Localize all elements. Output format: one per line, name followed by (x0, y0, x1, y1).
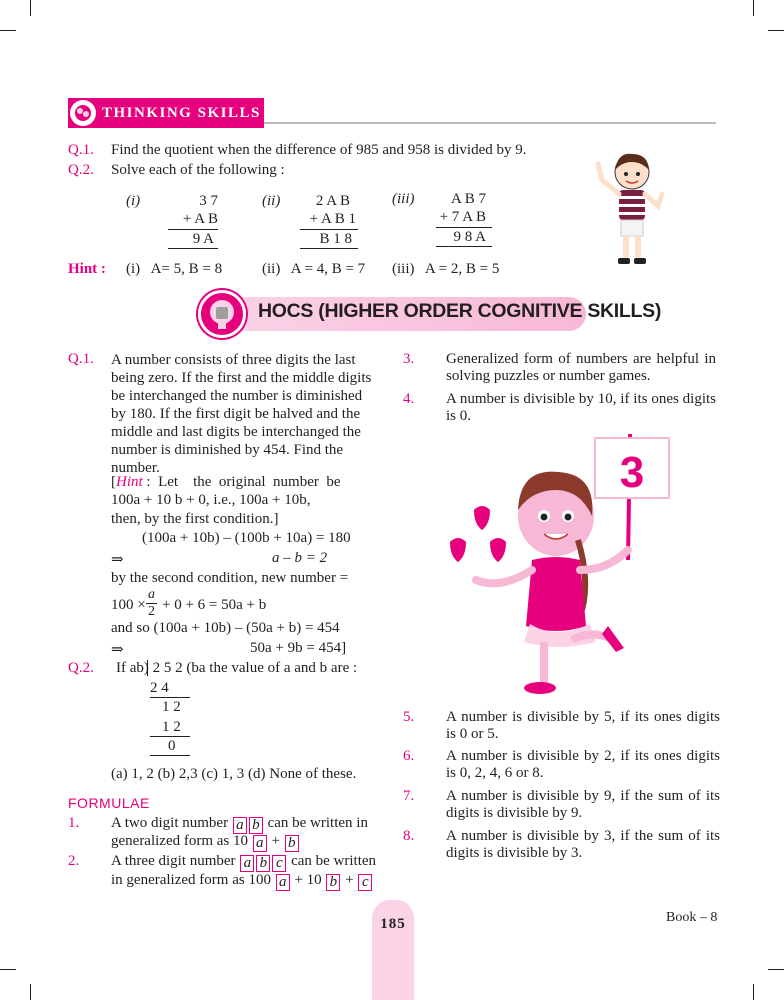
digit-box-c: c (272, 855, 286, 872)
second-condition: by the second condition, new number = (111, 570, 349, 586)
page-number: 185 (380, 916, 406, 932)
sum-iii-row3: 9 8 A (453, 229, 486, 245)
thinking-skills-header (68, 98, 264, 128)
sum-i-row1: 3 7 (199, 193, 218, 209)
digit-box-a: a (276, 874, 290, 891)
division-line (150, 736, 190, 737)
formula-1-line1 (111, 815, 368, 834)
crop-mark (0, 30, 16, 31)
fraction-post: + 0 + 6 = 50a + b (162, 597, 267, 613)
formula-text: generalized form as 10 (111, 833, 249, 849)
formula-text: A two digit number (111, 815, 229, 831)
division-line (150, 755, 190, 756)
sum-iii-line (436, 227, 492, 228)
ts-q2-label-text: Q.2. (68, 162, 94, 178)
formula-2-line1 (111, 853, 376, 872)
rule-4-number: 4. (403, 391, 415, 407)
ts-q1 (68, 142, 94, 159)
sum-ii-line (300, 229, 358, 230)
hocs-q1-line: by 180. If the first digit be halved and the (111, 406, 361, 422)
hocs-q1-label: Q.1. (68, 351, 94, 367)
digit-box-a: a (253, 835, 267, 852)
rule-8-text: A number is divisible by 3, if the sum of its digits is divisible by 3. (446, 828, 720, 862)
header-rule (264, 122, 716, 124)
book-label: Book – 8 (666, 910, 718, 925)
fraction-numerator: a (148, 587, 155, 602)
formula-text: can be written in (267, 815, 368, 831)
implies-symbol: ⇒ (111, 552, 124, 568)
fraction-denominator: 2 (148, 604, 155, 619)
sum-ii-row1: 2 A B (315, 193, 350, 209)
hint-i: (i) A= 5, B = 8 (126, 261, 223, 277)
sum-ii-line2 (300, 248, 358, 249)
hocs-q2-text: If ab) 2 5 2 (ba the value of a and b are : (116, 660, 358, 676)
rule-3-text: Generalized form of numbers are helpful in solving puzzles or number games. (446, 351, 716, 385)
formula-text: + (271, 833, 280, 849)
brain-head-icon (198, 290, 246, 338)
crop-mark (768, 30, 784, 31)
division-line (150, 697, 190, 698)
crop-mark (30, 0, 31, 16)
hint-iii: (iii) A = 2, B = 5 (392, 261, 500, 277)
sum-i-line (168, 229, 218, 230)
ts-q1-text: Find the quotient when the difference of 985 and 958 is divided by 9. (111, 142, 527, 158)
sum-iii-row1: A B 7 (450, 191, 486, 207)
equation-1: (100a + 10b) – (100b + 10a) = 180 (142, 530, 351, 546)
hint-bracket: [ (111, 474, 116, 490)
sum-ii-row3: B 1 8 (319, 231, 352, 247)
ts-q2-text: Solve each of the following : (111, 162, 285, 178)
hint-ii: (ii) A = 4, B = 7 (262, 261, 366, 277)
crop-mark (30, 984, 31, 1000)
formula-text: in generalized form as 100 (111, 872, 271, 888)
formulae-heading: FORMULAE (68, 795, 150, 811)
digit-box-c: c (358, 874, 372, 891)
rule-3-number: 3. (403, 351, 415, 367)
page-number-tab (372, 900, 414, 1000)
boy-illustration (592, 150, 672, 270)
digit-box-a: a (240, 855, 254, 872)
formula-1-line2 (111, 833, 300, 852)
hocs-q2-options: (a) 1, 2 (b) 2,3 (c) 1, 3 (d) None of these. (111, 766, 357, 782)
sum-iii-line2 (436, 246, 492, 247)
girl-holding-sign-illustration (440, 430, 680, 702)
sign-number: 3 (619, 448, 645, 497)
rule-6-text: A number is divisible by 2, if its ones digits is 0, 2, 4, 6 or 8. (446, 748, 720, 782)
rule-8-number: 8. (403, 828, 415, 844)
hocs-q1-line: middle and last digits be interchanged the (111, 424, 361, 440)
sum-iii-number: (iii) (392, 191, 415, 207)
sum-i-line2 (168, 248, 218, 249)
equation-2: a – b = 2 (272, 550, 328, 566)
formula-2-number: 2. (68, 853, 80, 869)
formula-text: A three digit number (111, 853, 236, 869)
rule-7-number: 7. (403, 788, 415, 804)
rule-5-text: A number is divisible by 5, if its ones digits is 0 or 5. (446, 709, 720, 743)
formula-2-line2 (111, 872, 373, 891)
formula-text: + (345, 872, 354, 888)
formula-1-number: 1. (68, 815, 80, 831)
sum-ii-row2: + A B 1 (309, 211, 356, 227)
implies-symbol-2: ⇒ (111, 642, 124, 658)
sum-i-row2: + A B (182, 211, 218, 227)
ts-q2-label (68, 162, 94, 179)
hint-rest: : Let the original number be (142, 474, 341, 490)
sum-ii-number: (ii) (262, 193, 281, 209)
rule-5-number: 5. (403, 709, 415, 725)
rule-6-number: 6. (403, 748, 415, 764)
brain-gear-icon (70, 100, 96, 126)
hocs-q1-line: being zero. If the first and the middle digits (111, 370, 372, 386)
ts-q1-label: Q.1. (68, 142, 94, 158)
division-row: 1 2 (162, 699, 181, 715)
hocs-q2-label: Q.2. (68, 660, 94, 676)
hint-block-line1 (111, 474, 341, 491)
division-bracket (147, 660, 148, 676)
rule-4-text: A number is divisible by 10, if its ones digits is 0. (446, 391, 716, 425)
hocs-q1-text (111, 351, 382, 477)
hocs-q1-line: number. (111, 460, 160, 476)
hocs-q1-line: be interchanged the number is diminished (111, 388, 363, 404)
thinking-skills-title: THINKING SKILLS (102, 104, 261, 121)
division-row: 1 2 (162, 719, 181, 735)
hocs-q1-line: number is diminished by 454. Find the (111, 442, 344, 458)
formula-text: + 10 (294, 872, 322, 888)
division-row: 0 (168, 738, 176, 754)
hint-label: Hint : (68, 261, 106, 277)
hocs-title: HOCS (HIGHER ORDER COGNITIVE SKILLS) (258, 300, 662, 322)
division-row: 2 4 (150, 680, 169, 696)
hint-block-line2: 100a + 10 b + 0, i.e., 100a + 10b, (111, 492, 311, 508)
crop-mark (753, 0, 754, 16)
formula-text: can be written (291, 853, 377, 869)
sum-i-row3: 9 A (192, 231, 214, 247)
hocs-q1-line: A number consists of three digits the last (111, 352, 356, 368)
digit-box-b: b (285, 835, 299, 852)
and-so-line: and so (100a + 10b) – (50a + b) = 454 (111, 620, 340, 636)
digit-box-b: b (256, 855, 270, 872)
sum-i-number: (i) (126, 193, 141, 209)
crop-mark (0, 969, 16, 970)
equation-3: 50a + 9b = 454] (250, 640, 347, 656)
hint-word: Hint (116, 474, 143, 490)
rule-7-text: A number is divisible by 9, if the sum of its digits is divisible by 9. (446, 788, 720, 822)
digit-box-a: a (233, 817, 247, 834)
crop-mark (753, 984, 754, 1000)
sum-iii-row2: + 7 A B (439, 209, 486, 225)
fraction-pre: 100 × (111, 597, 146, 613)
crop-mark (768, 969, 784, 970)
hint-block-line3: then, by the first condition.] (111, 511, 279, 527)
digit-box-b: b (326, 874, 340, 891)
digit-box-b: b (249, 817, 263, 834)
